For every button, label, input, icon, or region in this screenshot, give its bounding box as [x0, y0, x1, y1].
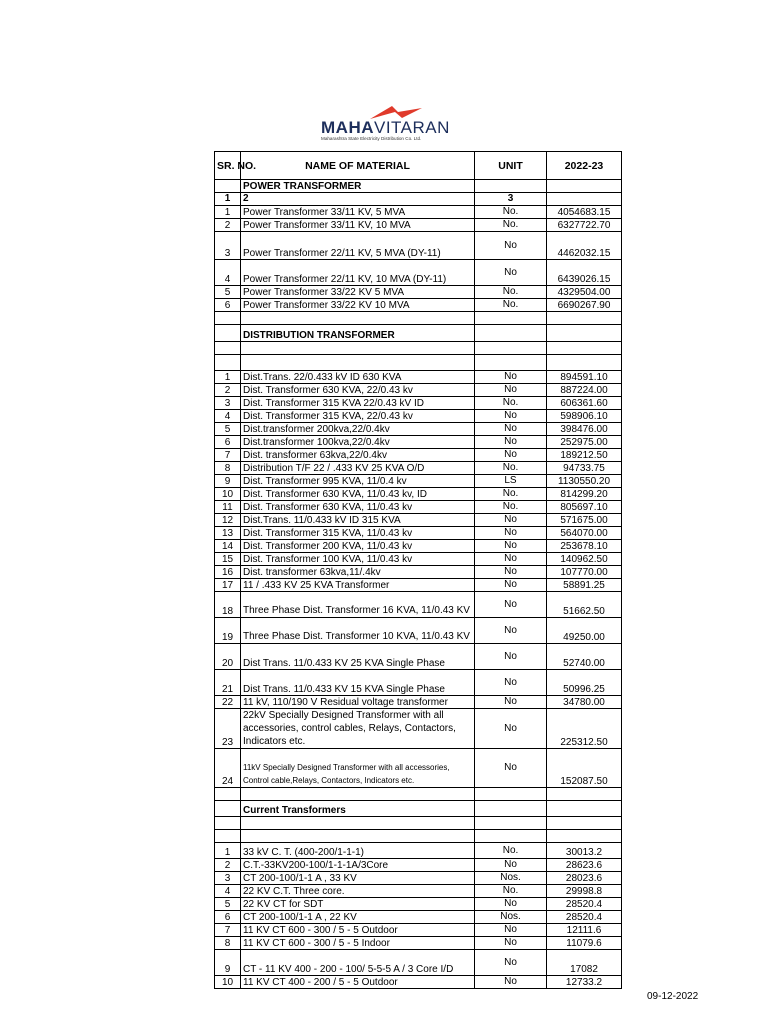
material-name: 22 KV CT for SDT	[241, 898, 475, 911]
sr-no: 5	[215, 286, 241, 299]
sr-no: 20	[215, 644, 241, 670]
unit: No	[475, 709, 547, 749]
rate-2022-23: 152087.50	[547, 749, 622, 788]
name-cell	[241, 355, 475, 371]
rate-2022-23: 225312.50	[547, 709, 622, 749]
sr-no: 5	[215, 898, 241, 911]
rate-2022-23: 4462032.15	[547, 232, 622, 260]
rate-2022-23	[547, 193, 622, 206]
table-row	[215, 885, 622, 898]
unit: No	[475, 579, 547, 592]
sr-no: 8	[215, 937, 241, 950]
header-sr-no: SR. NO.	[215, 152, 241, 180]
material-name: Dist.Trans. 11/0.433 kV ID 315 KVA	[241, 514, 475, 527]
rate-2022-23: 887224.00	[547, 384, 622, 397]
material-name: Three Phase Dist. Transformer 10 KVA, 11/0.43 KV	[241, 618, 475, 644]
sr-no: 19	[215, 618, 241, 644]
material-name: Dist.transformer 200kva,22/0.4kv	[241, 423, 475, 436]
table-row	[215, 592, 622, 618]
material-name: Dist. Transformer 995 KVA, 11/0.4 kv	[241, 475, 475, 488]
sr-no: 6	[215, 436, 241, 449]
sr-cell	[215, 817, 241, 830]
rate-2022-23: 12733.2	[547, 976, 622, 989]
table-row	[215, 618, 622, 644]
material-price-table	[214, 151, 622, 989]
table-row	[215, 843, 622, 859]
sr-cell	[215, 788, 241, 801]
material-name: Dist.Trans. 22/0.433 kV ID 630 KVA	[241, 371, 475, 384]
unit: Nos.	[475, 872, 547, 885]
material-name: Dist. transformer 63kva,11/.4kv	[241, 566, 475, 579]
table-row	[215, 436, 622, 449]
document-date: 09-12-2022	[647, 991, 699, 1002]
rate-2022-23: 94733.75	[547, 462, 622, 475]
sr-no: 11	[215, 501, 241, 514]
unit: No.	[475, 501, 547, 514]
rate-2022-23: 30013.2	[547, 843, 622, 859]
sr-no: 6	[215, 299, 241, 312]
value-cell	[547, 325, 622, 342]
unit: No	[475, 976, 547, 989]
name-cell	[241, 312, 475, 325]
sr-no: 16	[215, 566, 241, 579]
section-title: POWER TRANSFORMER	[241, 180, 475, 193]
table-row	[215, 501, 622, 514]
material-name: 22 KV C.T. Three core.	[241, 885, 475, 898]
rate-2022-23: 28520.4	[547, 911, 622, 924]
table-row	[215, 371, 622, 384]
material-name: Dist. Transformer 315 KVA 22/0.43 kV ID	[241, 397, 475, 410]
sr-no: 2	[215, 384, 241, 397]
rate-2022-23: 107770.00	[547, 566, 622, 579]
table-row	[215, 644, 622, 670]
sr-no: 8	[215, 462, 241, 475]
unit: No	[475, 232, 547, 260]
name-cell	[241, 788, 475, 801]
header-unit: UNIT	[475, 152, 547, 180]
table-row	[215, 859, 622, 872]
unit: No.	[475, 206, 547, 219]
rate-2022-23: 1130550.20	[547, 475, 622, 488]
table-header-row	[215, 152, 622, 180]
rate-2022-23: 6439026.15	[547, 260, 622, 286]
unit: No	[475, 423, 547, 436]
unit: LS	[475, 475, 547, 488]
unit: No.	[475, 397, 547, 410]
table-row	[215, 749, 622, 788]
unit: No	[475, 384, 547, 397]
unit-cell	[475, 180, 547, 193]
material-name: Distribution T/F 22 / .433 KV 25 KVA O/D	[241, 462, 475, 475]
unit: Nos.	[475, 911, 547, 924]
material-name: C.T.-33KV200-100/1-1-1A/3Core	[241, 859, 475, 872]
unit: No	[475, 924, 547, 937]
sr-no: 2	[215, 219, 241, 232]
sr-no: 4	[215, 410, 241, 423]
sr-no: 23	[215, 709, 241, 749]
section-title: DISTRIBUTION TRANSFORMER	[241, 325, 475, 342]
sr-cell	[215, 342, 241, 355]
rate-2022-23: 252975.00	[547, 436, 622, 449]
sr-no: 12	[215, 514, 241, 527]
value-cell	[547, 180, 622, 193]
unit: No	[475, 436, 547, 449]
unit: No	[475, 260, 547, 286]
rate-2022-23: 598906.10	[547, 410, 622, 423]
sr-no: 6	[215, 911, 241, 924]
unit-cell	[475, 788, 547, 801]
sr-no: 21	[215, 670, 241, 696]
unit: No.	[475, 885, 547, 898]
material-name: Three Phase Dist. Transformer 16 KVA, 11/0.43 KV	[241, 592, 475, 618]
material-name: 33 kV C. T. (400-200/1-1-1)	[241, 843, 475, 859]
sr-no: 18	[215, 592, 241, 618]
material-name: CT 200-100/1-1 A , 33 KV	[241, 872, 475, 885]
rate-2022-23: 398476.00	[547, 423, 622, 436]
unit: No	[475, 592, 547, 618]
unit: No.	[475, 286, 547, 299]
table-row	[215, 488, 622, 501]
table-row	[215, 937, 622, 950]
value-cell	[547, 801, 622, 817]
rate-2022-23: 814299.20	[547, 488, 622, 501]
material-name: 11 kV, 110/190 V Residual voltage transformer	[241, 696, 475, 709]
unit: No.	[475, 488, 547, 501]
name-cell	[241, 342, 475, 355]
unit: No	[475, 449, 547, 462]
sr-no: 1	[215, 843, 241, 859]
unit: 3	[475, 193, 547, 206]
unit: No	[475, 859, 547, 872]
rate-2022-23: 4054683.15	[547, 206, 622, 219]
table-row	[215, 462, 622, 475]
unit: No	[475, 514, 547, 527]
table-row	[215, 397, 622, 410]
sr-no: 1	[215, 193, 241, 206]
unit-cell	[475, 355, 547, 371]
unit: No.	[475, 843, 547, 859]
name-cell	[241, 817, 475, 830]
section-header-row	[215, 325, 622, 342]
material-name: 22kV Specially Designed Transformer with all accessories, control cables, Relays, Contactors, Indicators etc.	[241, 709, 475, 749]
table-row	[215, 384, 622, 397]
table-row	[215, 514, 622, 527]
unit: No	[475, 553, 547, 566]
sr-cell	[215, 180, 241, 193]
material-name: Dist.transformer 100kva,22/0.4kv	[241, 436, 475, 449]
material-name: Power Transformer 33/11 KV, 10 MVA	[241, 219, 475, 232]
rate-2022-23: 51662.50	[547, 592, 622, 618]
table-row	[215, 206, 622, 219]
rate-2022-23: 805697.10	[547, 501, 622, 514]
table-row	[215, 696, 622, 709]
table-row	[215, 976, 622, 989]
logo-tagline: Maharashtra State Electricity Distribution Co. Ltd.	[321, 136, 422, 141]
material-name: 11 KV CT 600 - 300 / 5 - 5 Indoor	[241, 937, 475, 950]
rate-2022-23: 50996.25	[547, 670, 622, 696]
sr-cell	[215, 801, 241, 817]
rate-2022-23: 189212.50	[547, 449, 622, 462]
section-header-row	[215, 180, 622, 193]
rate-2022-23: 28023.6	[547, 872, 622, 885]
unit: No	[475, 371, 547, 384]
sr-cell	[215, 325, 241, 342]
unit: No	[475, 540, 547, 553]
material-name: Dist. Transformer 100 KVA, 11/0.43 kv	[241, 553, 475, 566]
unit-cell	[475, 817, 547, 830]
table-row	[215, 540, 622, 553]
rate-2022-23: 253678.10	[547, 540, 622, 553]
value-cell	[547, 312, 622, 325]
material-name: 2	[241, 193, 475, 206]
section-header-row	[215, 801, 622, 817]
table-row	[215, 911, 622, 924]
sr-no: 5	[215, 423, 241, 436]
sr-cell	[215, 830, 241, 843]
sr-cell	[215, 312, 241, 325]
mahavitaran-logo	[318, 104, 468, 144]
unit: No	[475, 527, 547, 540]
material-name: 11 / .433 KV 25 KVA Transformer	[241, 579, 475, 592]
table-row	[215, 260, 622, 286]
table-row	[215, 924, 622, 937]
material-name: Power Transformer 33/22 KV 5 MVA	[241, 286, 475, 299]
sr-cell	[215, 355, 241, 371]
table-row	[215, 299, 622, 312]
material-name: Dist. transformer 63kva,22/0.4kv	[241, 449, 475, 462]
rate-2022-23: 6690267.90	[547, 299, 622, 312]
value-cell	[547, 788, 622, 801]
material-name: 11 KV CT 400 - 200 / 5 - 5 Outdoor	[241, 976, 475, 989]
rate-2022-23: 49250.00	[547, 618, 622, 644]
sr-no: 14	[215, 540, 241, 553]
material-name: Power Transformer 33/22 KV 10 MVA	[241, 299, 475, 312]
material-name: Dist. Transformer 630 KVA, 11/0.43 kv	[241, 501, 475, 514]
material-name: Dist. Transformer 630 KVA, 22/0.43 kv	[241, 384, 475, 397]
sr-no: 3	[215, 872, 241, 885]
table-row	[215, 950, 622, 976]
unit: No	[475, 950, 547, 976]
material-name: CT - 11 KV 400 - 200 - 100/ 5-5-5 A / 3 Core I/D	[241, 950, 475, 976]
material-name: 11kV Specially Designed Transformer with all accessories, Control cable,Relays, Contactors, Indicators etc.	[241, 749, 475, 788]
sr-no: 4	[215, 885, 241, 898]
table-row	[215, 670, 622, 696]
unit: No	[475, 644, 547, 670]
unit: No	[475, 696, 547, 709]
unit-cell	[475, 342, 547, 355]
rate-2022-23: 140962.50	[547, 553, 622, 566]
value-cell	[547, 355, 622, 371]
material-name: Dist Trans. 11/0.433 KV 15 KVA Single Phase	[241, 670, 475, 696]
unit: No.	[475, 219, 547, 232]
unit: No	[475, 410, 547, 423]
header-material-name: NAME OF MATERIAL	[241, 152, 475, 180]
table-row	[215, 527, 622, 540]
material-name: Power Transformer 22/11 KV, 5 MVA (DY-11)	[241, 232, 475, 260]
rate-2022-23: 4329504.00	[547, 286, 622, 299]
sr-no: 1	[215, 371, 241, 384]
rate-2022-23: 606361.60	[547, 397, 622, 410]
section-title: Current Transformers	[241, 801, 475, 817]
rate-2022-23: 564070.00	[547, 527, 622, 540]
material-name: Dist. Transformer 315 KVA, 11/0.43 kv	[241, 527, 475, 540]
value-cell	[547, 817, 622, 830]
rate-2022-23: 58891.25	[547, 579, 622, 592]
sr-no: 10	[215, 976, 241, 989]
unit: No.	[475, 462, 547, 475]
unit: No.	[475, 299, 547, 312]
sr-no: 4	[215, 260, 241, 286]
rate-2022-23: 28520.4	[547, 898, 622, 911]
table-row	[215, 872, 622, 885]
unit-cell	[475, 801, 547, 817]
rate-2022-23: 28623.6	[547, 859, 622, 872]
sr-no: 10	[215, 488, 241, 501]
unit: No	[475, 749, 547, 788]
blank-row	[215, 788, 622, 801]
unit: No	[475, 937, 547, 950]
rate-2022-23: 571675.00	[547, 514, 622, 527]
logo-wordmark: MAHAVITARAN	[321, 118, 450, 137]
sr-no: 7	[215, 449, 241, 462]
table-row	[215, 286, 622, 299]
material-name: Power Transformer 33/11 KV, 5 MVA	[241, 206, 475, 219]
rate-2022-23: 12111.6	[547, 924, 622, 937]
sr-no: 24	[215, 749, 241, 788]
blank-row	[215, 355, 622, 371]
unit-cell	[475, 325, 547, 342]
unit: No	[475, 566, 547, 579]
table-row	[215, 709, 622, 749]
sr-no: 3	[215, 397, 241, 410]
value-cell	[547, 342, 622, 355]
material-name: Dist. Transformer 630 KVA, 11/0.43 kv, ID	[241, 488, 475, 501]
rate-2022-23: 11079.6	[547, 937, 622, 950]
material-name: Dist. Transformer 200 KVA, 11/0.43 kv	[241, 540, 475, 553]
unit: No	[475, 618, 547, 644]
rate-2022-23: 17082	[547, 950, 622, 976]
unit: No	[475, 670, 547, 696]
sr-no: 13	[215, 527, 241, 540]
table-row	[215, 579, 622, 592]
material-name: Dist Trans. 11/0.433 KV 25 KVA Single Phase	[241, 644, 475, 670]
rate-2022-23: 29998.8	[547, 885, 622, 898]
unit: No	[475, 898, 547, 911]
material-name: Dist. Transformer 315 KVA, 22/0.43 kv	[241, 410, 475, 423]
sr-no: 2	[215, 859, 241, 872]
table-row	[215, 449, 622, 462]
blank-row	[215, 342, 622, 355]
sr-no: 22	[215, 696, 241, 709]
sr-no: 9	[215, 475, 241, 488]
rate-2022-23: 34780.00	[547, 696, 622, 709]
name-cell	[241, 830, 475, 843]
table-row	[215, 553, 622, 566]
table-row	[215, 475, 622, 488]
sr-no: 7	[215, 924, 241, 937]
sr-no: 3	[215, 232, 241, 260]
unit-cell	[475, 312, 547, 325]
value-cell	[547, 830, 622, 843]
table-row	[215, 219, 622, 232]
sr-no: 17	[215, 579, 241, 592]
blank-row	[215, 312, 622, 325]
unit-cell	[475, 830, 547, 843]
sr-no: 9	[215, 950, 241, 976]
material-name: 11 KV CT 600 - 300 / 5 - 5 Outdoor	[241, 924, 475, 937]
table-row	[215, 410, 622, 423]
rate-2022-23: 894591.10	[547, 371, 622, 384]
blank-row	[215, 817, 622, 830]
rate-2022-23: 6327722.70	[547, 219, 622, 232]
blank-row	[215, 830, 622, 843]
column-number-row	[215, 193, 622, 206]
material-name: CT 200-100/1-1 A , 22 KV	[241, 911, 475, 924]
material-name: Power Transformer 22/11 KV, 10 MVA (DY-11)	[241, 260, 475, 286]
sr-no: 1	[215, 206, 241, 219]
table-row	[215, 898, 622, 911]
sr-no: 15	[215, 553, 241, 566]
header-year: 2022-23	[547, 152, 622, 180]
table-row	[215, 232, 622, 260]
rate-2022-23: 52740.00	[547, 644, 622, 670]
table-row	[215, 423, 622, 436]
table-row	[215, 566, 622, 579]
